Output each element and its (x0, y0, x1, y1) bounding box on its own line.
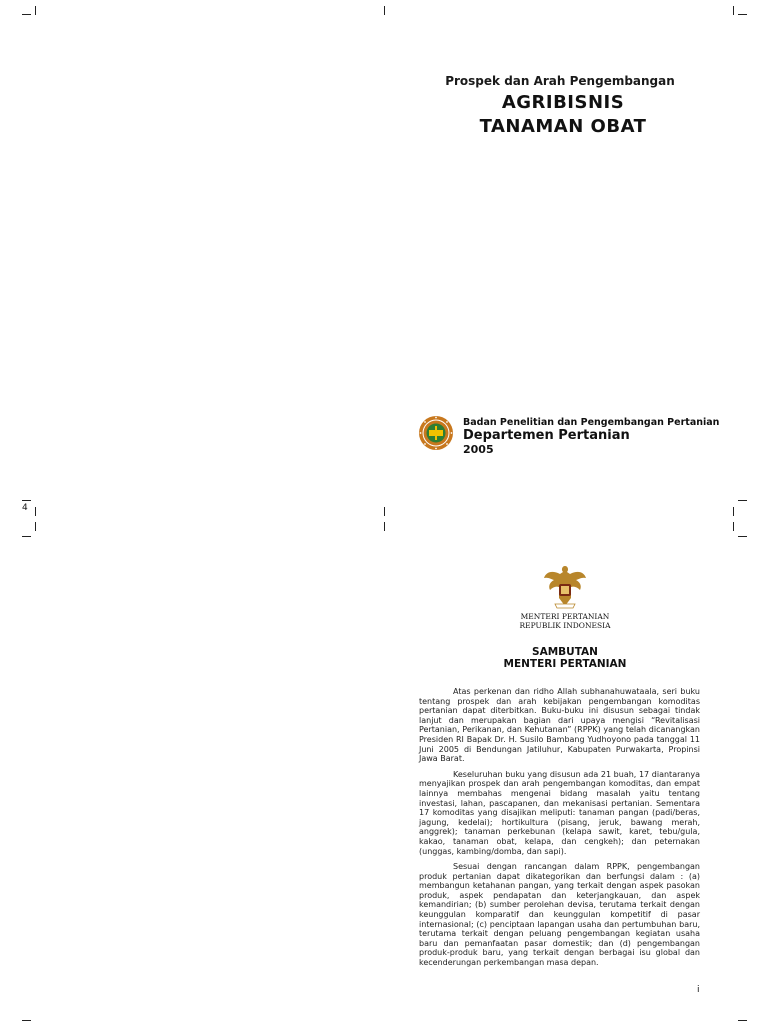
crop-mark (733, 507, 734, 516)
department-name: Departemen Pertanian (463, 428, 630, 443)
crop-mark (738, 536, 747, 537)
crop-mark (35, 507, 36, 516)
agency-name: Badan Penelitian dan Pengembangan Pertanian (463, 417, 720, 428)
crop-mark (384, 522, 385, 531)
office-line-1: MENTERI PERTANIAN (520, 612, 610, 621)
crop-mark (738, 1020, 747, 1021)
garuda-pancasila-icon (542, 562, 588, 610)
crop-mark (35, 522, 36, 531)
cover-subtitle: Prospek dan Arah Pengembangan (445, 74, 675, 88)
page-number-roman: i (697, 985, 700, 995)
crop-mark (384, 507, 385, 516)
crop-mark (22, 1020, 31, 1021)
paragraph: Atas perkenan dan ridho Allah subhanahuwataala, seri buku tentang prospek dan arah kebijakan pengembangan komoditas pertanian dapat diterbitkan. Buku-buku ini disusun sebagai tindak lanjut dan merupakan bagian dari upaya mengisi “Revitalisasi Pertanian, Perikanan, dan Kehutanan” (RPPK) yang telah dicanangkan Presiden RI Bapak Dr. H. Susilo Bambang Yudhoyono pada tanggal 11 Juni 2005 di Bendungan Jatiluhur, Kabupaten Purwakarta, Propinsi Jawa Barat. (419, 687, 700, 764)
paragraph: Sesuai dengan rancangan dalam RPPK, pengembangan produk pertanian dapat dikategorikan dan berfungsi dalam : (a) membangun ketahanan pangan, yang terkait dengan aspek pasokan produk, aspek pendapatan dan keterjangkauan, dan aspek kemandirian; (b) sumber perolehan devisa, terutama terkait dengan keunggulan komparatif dan keunggulan kompetitif di pasar internasional; (c) penciptaan lapangan usaha dan pertumbuhan baru, terutama terkait dengan peluang pengembangan kegiatan usaha baru dan pemanfaatan pasar domestik; dan (d) pengembangan produk-produk baru, yang terkait dengan berbagai isu global dan kecenderungan perkembangan masa depan. (419, 862, 700, 968)
crop-mark (22, 14, 31, 15)
badan-litbang-logo-icon (418, 415, 454, 451)
cover-title-line1: AGRIBISNIS (501, 92, 625, 113)
sambutan-heading-1: SAMBUTAN (532, 646, 598, 658)
paragraph: Keseluruhan buku yang disusun ada 21 buah, 17 diantaranya menyajikan prospek dan arah pengembangan komoditas, dan empat lainnya membahas mengenai bidang masalah yaitu tentang investasi, lahan, pascapanen, dan mekanisasi pertanian. Sementara 17 komoditas yang disajikan meliputi: tanaman pangan (padi/beras, jagung, kedelai); hortikultura (pisang, jeruk, bawang merah, anggrek); tanaman perkebunan (kelapa sawit, karet, tebu/gula, kakao, tanaman obat, kelapa, dan cengkeh); dan peternakan (unggas, kambing/domba, dan sapi). (419, 769, 700, 856)
sambutan-heading-2: MENTERI PERTANIAN (503, 658, 627, 670)
crop-mark (22, 500, 31, 501)
crop-mark (733, 522, 734, 531)
crop-mark (738, 500, 747, 501)
crop-mark (733, 6, 734, 15)
publication-year: 2005 (463, 443, 494, 456)
cover-title-line2: TANAMAN OBAT (479, 116, 647, 137)
office-line-2: REPUBLIK INDONESIA (519, 621, 611, 630)
crop-mark (384, 6, 385, 15)
crop-mark (738, 14, 747, 15)
crop-mark (22, 536, 31, 537)
sambutan-body (419, 687, 700, 974)
page-number-left: 4 (22, 503, 28, 513)
crop-mark (35, 6, 36, 15)
